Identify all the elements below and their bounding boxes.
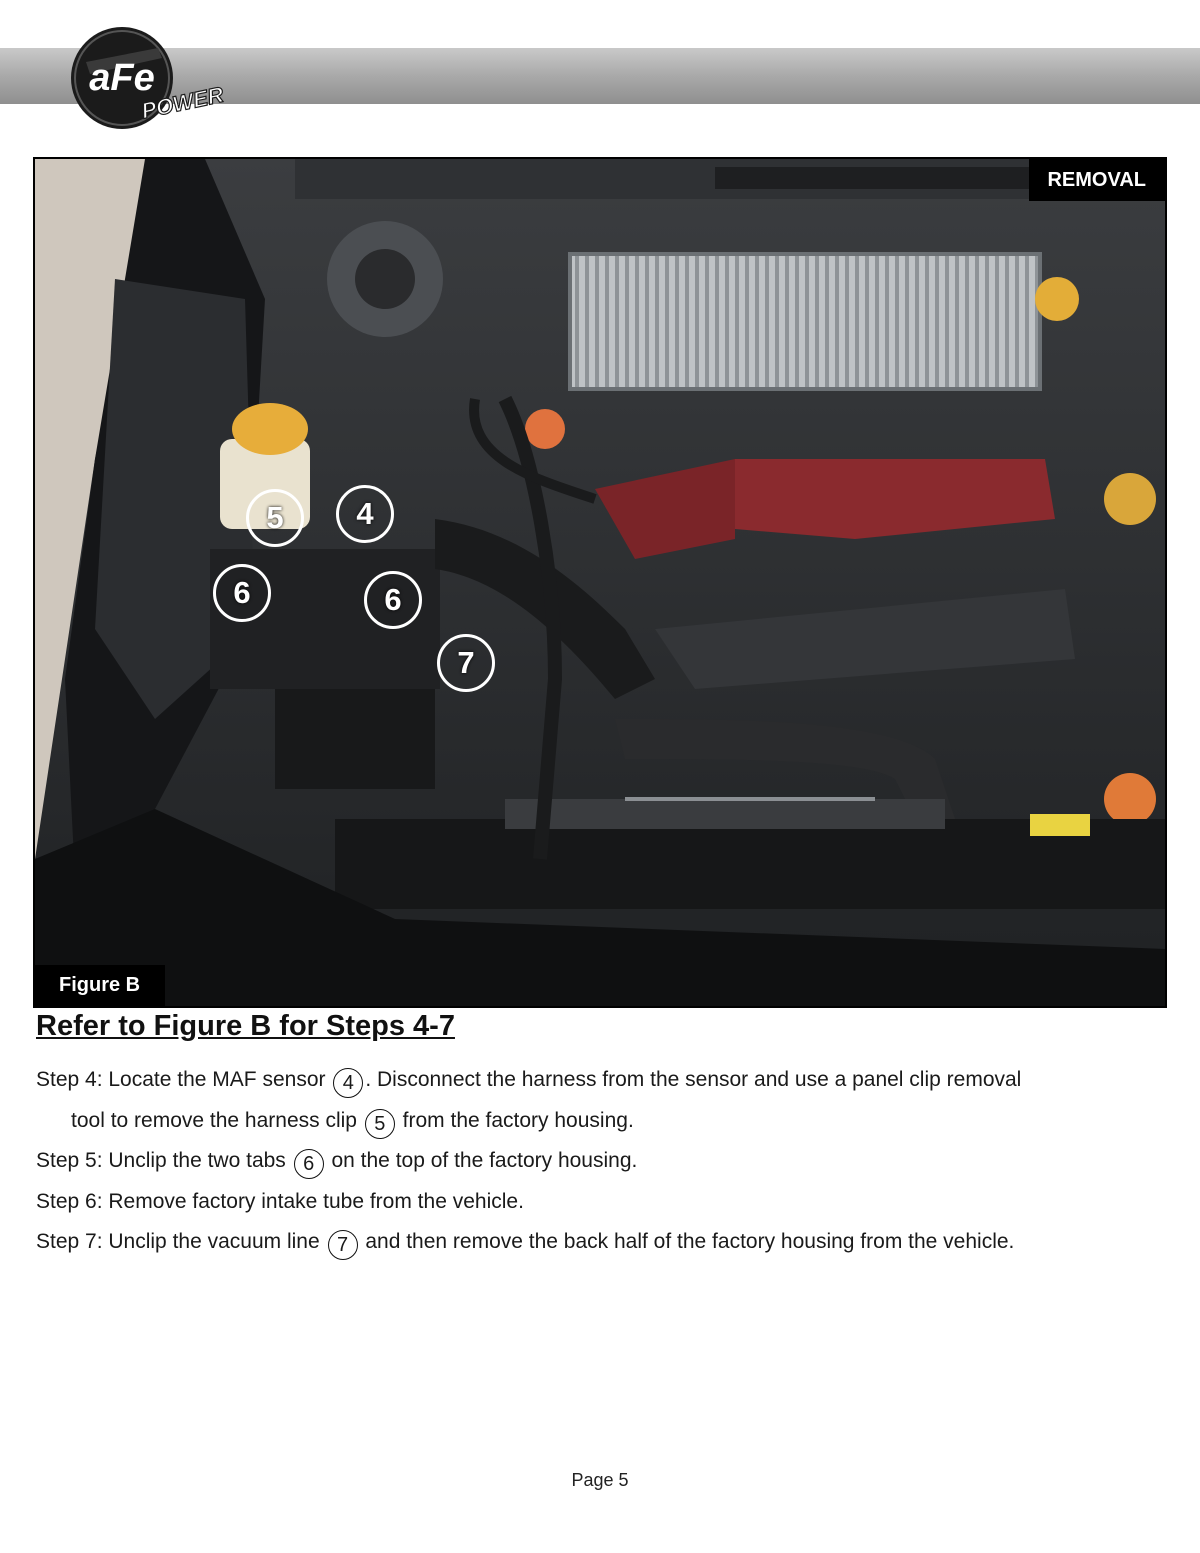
- step-5-text-b: on the top of the factory housing.: [325, 1149, 638, 1172]
- step-4-marker-5: 5: [365, 1109, 395, 1139]
- figure-label: Figure B: [35, 965, 165, 1006]
- step-5: [36, 1141, 1166, 1182]
- step-7-text-b: and then remove the back half of the factory housing from the vehicle.: [359, 1230, 1015, 1253]
- page-number: Page 5: [571, 1470, 629, 1490]
- figure-b-photo: [33, 157, 1167, 1008]
- callout-6-right: 6: [364, 571, 422, 629]
- step-5-marker: 6: [294, 1149, 324, 1179]
- callout-4: 4: [336, 485, 394, 543]
- callout-5: 5: [246, 489, 304, 547]
- step-4-text-a: Step 4: Locate the MAF sensor: [36, 1068, 332, 1091]
- step-4-line-2: [36, 1101, 1166, 1142]
- step-4-text-b: . Disconnect the harness from the sensor and use a panel clip removal: [365, 1068, 1022, 1091]
- step-4-marker: 4: [333, 1068, 363, 1098]
- callout-6-left: 6: [213, 564, 271, 622]
- step-7: [36, 1222, 1166, 1263]
- step-4-text-c: tool to remove the harness clip: [71, 1108, 363, 1132]
- step-5-text-a: Step 5: Unclip the two tabs: [36, 1149, 292, 1172]
- callout-7: 7: [437, 634, 495, 692]
- step-7-text-a: Step 7: Unclip the vacuum line: [36, 1230, 326, 1253]
- logo-sub-text: POWER: [139, 81, 226, 124]
- step-6: Step 6: Remove factory intake tube from the vehicle.: [36, 1189, 524, 1213]
- step-7-marker: 7: [328, 1230, 358, 1260]
- step-4-text-d: from the factory housing.: [396, 1108, 634, 1132]
- removal-tag: REMOVAL: [1029, 159, 1165, 201]
- engine-bay-photo: [35, 159, 1165, 1006]
- logo-main-text: aFe: [89, 57, 155, 99]
- steps-list: [36, 1060, 1166, 1263]
- afe-power-logo: [66, 22, 236, 132]
- step-4-line-1: [36, 1060, 1166, 1101]
- section-title: Refer to Figure B for Steps 4-7: [36, 1010, 455, 1042]
